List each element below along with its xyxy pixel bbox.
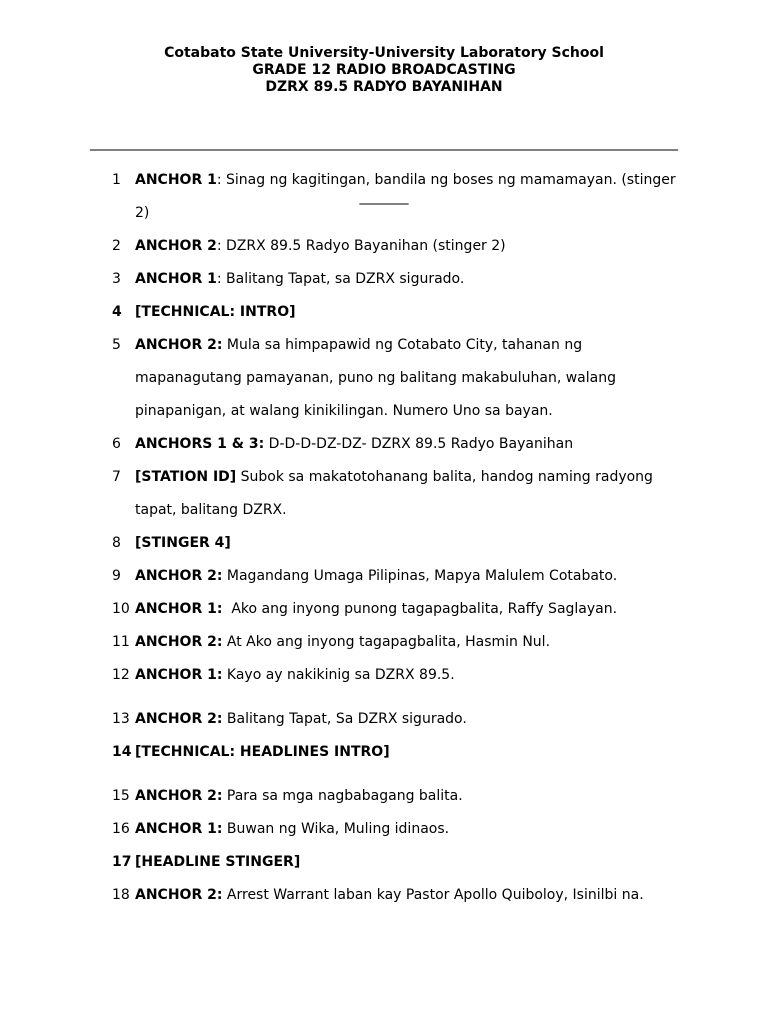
line-text: Magandang Umaga Pilipinas, Mapya Malulem Cotabato. bbox=[222, 568, 618, 584]
line-number: 15 bbox=[112, 788, 130, 804]
script-line bbox=[112, 703, 672, 736]
line-continuation: 2) bbox=[135, 205, 150, 221]
line-text: : Balitang Tapat, sa DZRX sigurado. bbox=[216, 271, 465, 287]
line-number: 9 bbox=[112, 568, 121, 584]
script-line bbox=[112, 164, 676, 197]
script-line bbox=[112, 626, 672, 659]
line-text: Buwan ng Wika, Muling idinaos. bbox=[222, 821, 450, 837]
script-line bbox=[112, 230, 672, 263]
speaker-label: [STINGER 4] bbox=[135, 535, 231, 551]
script-line bbox=[112, 428, 672, 461]
line-continuation: mapanagutang pamayanan, puno ng balitang makabuluhan, walang bbox=[135, 370, 616, 386]
line-number: 4 bbox=[112, 304, 122, 320]
line-number: 17 bbox=[112, 854, 132, 870]
line-number: 10 bbox=[112, 601, 130, 617]
script-line bbox=[112, 659, 672, 692]
line-text: Para sa mga nagbabagang balita. bbox=[222, 788, 463, 804]
line-number: 16 bbox=[112, 821, 130, 837]
line-number: 5 bbox=[112, 337, 121, 353]
line-text: : Sinag ng kagitingan, bandila ng boses ng mamamayan. (stinger bbox=[216, 172, 676, 188]
script-line bbox=[112, 736, 672, 769]
line-number: 6 bbox=[112, 436, 121, 452]
line-number: 2 bbox=[112, 238, 121, 254]
speaker-label: ANCHOR 1 bbox=[135, 271, 217, 287]
line-text: Balitang Tapat, Sa DZRX sigurado. bbox=[222, 711, 467, 727]
line-text: Subok sa makatotohanang balita, handog naming radyong bbox=[236, 469, 653, 485]
line-number: 12 bbox=[112, 667, 130, 683]
speaker-label: ANCHOR 2: bbox=[135, 568, 223, 584]
script-line bbox=[112, 461, 672, 494]
speaker-label: ANCHOR 2: bbox=[135, 788, 223, 804]
separator-rule bbox=[90, 98, 678, 224]
speaker-label: [TECHNICAL: INTRO] bbox=[135, 304, 296, 320]
script-line bbox=[112, 263, 672, 296]
speaker-label: ANCHOR 2: bbox=[135, 634, 223, 650]
script-line bbox=[112, 593, 672, 626]
grade-title: GRADE 12 RADIO BROADCASTING bbox=[252, 62, 516, 78]
line-number: 8 bbox=[112, 535, 121, 551]
speaker-label: ANCHOR 1: bbox=[135, 601, 223, 617]
speaker-label: ANCHOR 2: bbox=[135, 887, 223, 903]
speaker-label: ANCHOR 1: bbox=[135, 667, 223, 683]
speaker-label: [HEADLINE STINGER] bbox=[135, 854, 301, 870]
script-line bbox=[112, 527, 672, 560]
line-text: Ako ang inyong punong tagapagbalita, Raffy Saglayan. bbox=[222, 601, 618, 617]
speaker-label: ANCHOR 2: bbox=[135, 711, 223, 727]
line-text: : DZRX 89.5 Radyo Bayanihan (stinger 2) bbox=[216, 238, 506, 254]
line-text: Mula sa himpapawid ng Cotabato City, tahanan ng bbox=[222, 337, 583, 353]
speaker-label: [STATION ID] bbox=[135, 469, 237, 485]
school-name: Cotabato State University-University Laboratory School bbox=[164, 45, 604, 61]
script-line bbox=[112, 846, 672, 879]
speaker-label: ANCHOR 1 bbox=[135, 172, 217, 188]
script-line bbox=[112, 813, 672, 846]
speaker-label: ANCHOR 2: bbox=[135, 337, 223, 353]
separator-rule-line-1: ____________________________________________________________________________________ bbox=[90, 135, 678, 151]
script-line bbox=[112, 879, 672, 912]
document-header bbox=[0, 45, 768, 96]
speaker-label: ANCHOR 1: bbox=[135, 821, 223, 837]
line-number: 7 bbox=[112, 469, 121, 485]
script-line bbox=[112, 329, 672, 362]
speaker-label: [TECHNICAL: HEADLINES INTRO] bbox=[135, 744, 390, 760]
station-title: DZRX 89.5 RADYO BAYANIHAN bbox=[265, 79, 503, 95]
line-number: 11 bbox=[112, 634, 130, 650]
line-number: 14 bbox=[112, 744, 132, 760]
line-continuation: pinapanigan, at walang kinikilingan. Numero Uno sa bayan. bbox=[135, 403, 553, 419]
line-number: 1 bbox=[112, 172, 121, 188]
speaker-label: ANCHOR 2 bbox=[135, 238, 217, 254]
line-text: Kayo ay nakikinig sa DZRX 89.5. bbox=[222, 667, 455, 683]
line-number: 18 bbox=[112, 887, 130, 903]
line-text: At Ako ang inyong tagapagbalita, Hasmin Nul. bbox=[222, 634, 551, 650]
speaker-label: ANCHORS 1 & 3: bbox=[135, 436, 265, 452]
line-text: D-D-D-DZ-DZ- DZRX 89.5 Radyo Bayanihan bbox=[264, 436, 574, 452]
script-line bbox=[112, 296, 672, 329]
line-text: Arrest Warrant laban kay Pastor Apollo Quiboloy, Isinilbi na. bbox=[222, 887, 644, 903]
line-number: 13 bbox=[112, 711, 130, 727]
line-number: 3 bbox=[112, 271, 121, 287]
line-continuation: tapat, balitang DZRX. bbox=[135, 502, 287, 518]
script-line bbox=[112, 560, 672, 593]
separator-rule-line-2: _______ bbox=[359, 189, 409, 205]
script-line bbox=[112, 780, 672, 813]
